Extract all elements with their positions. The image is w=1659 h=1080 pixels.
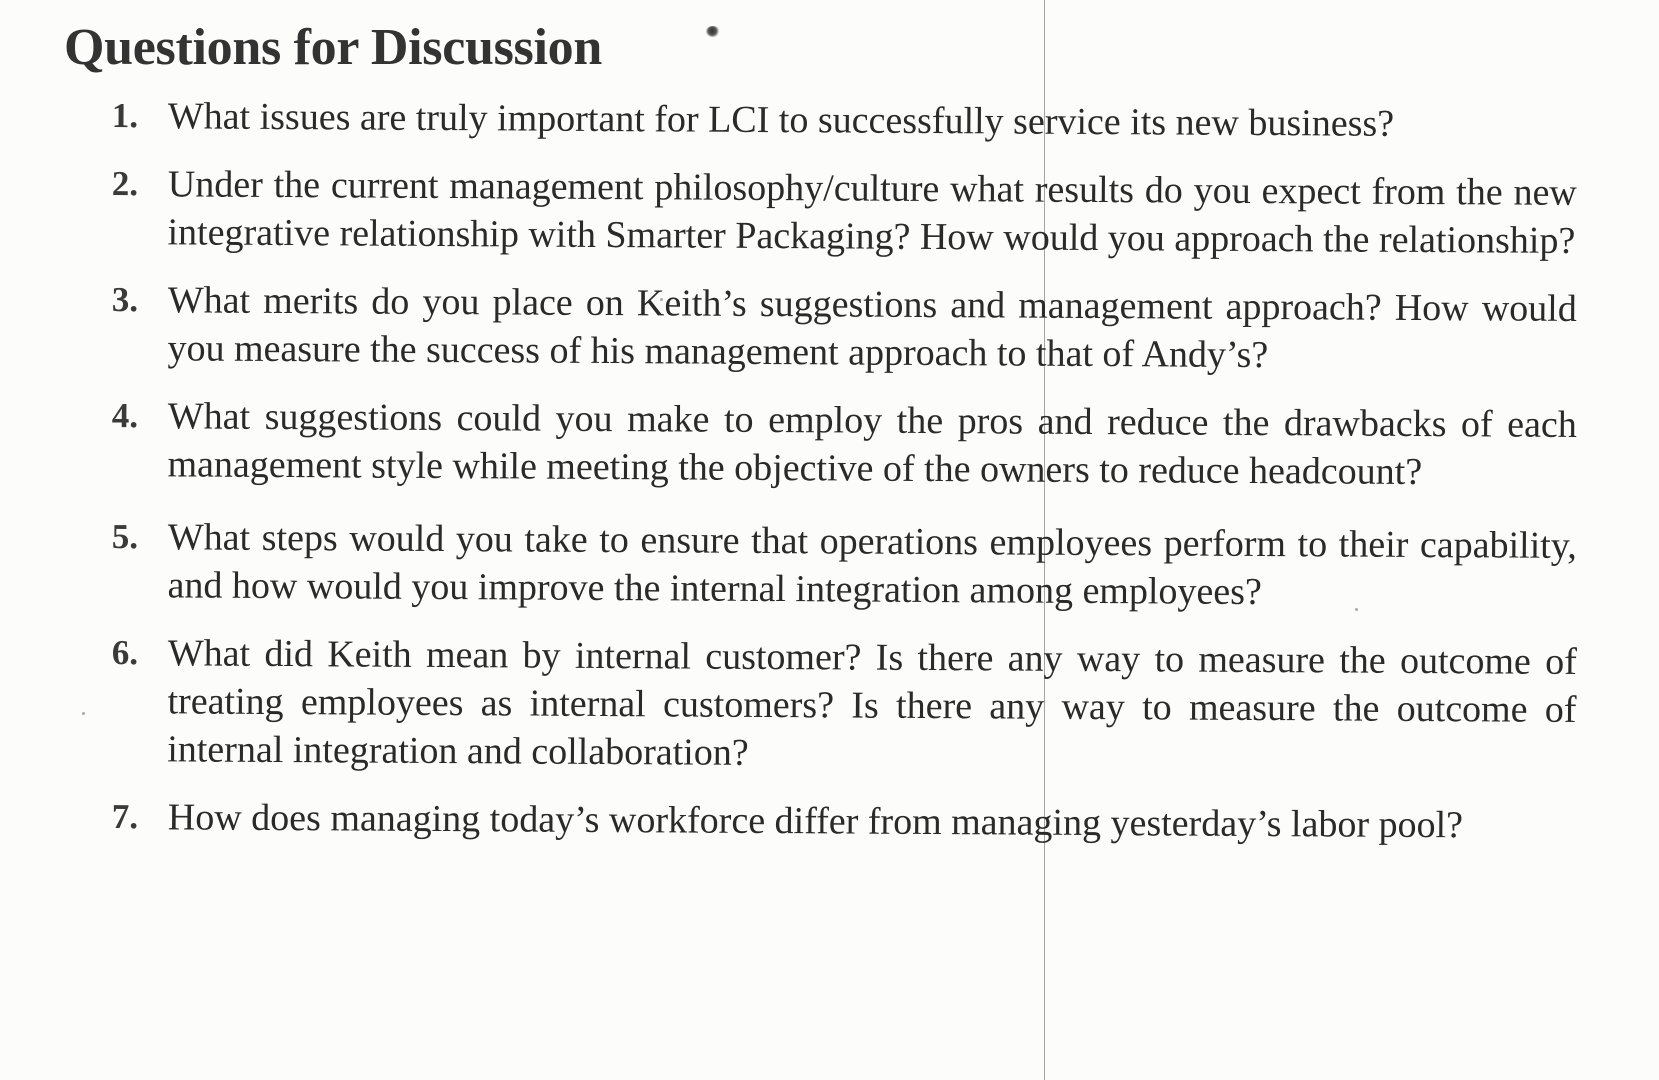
question-number: 5. [111, 516, 139, 557]
question-item [111, 513, 1577, 618]
question-text: What did Keith mean by internal customer? Is there any way to measure the outcome of treating employees as internal customers? Is there any way to measure the outcome of internal integration and collaboration? [167, 632, 1577, 774]
question-item [111, 629, 1577, 782]
question-number: 7. [111, 796, 139, 837]
question-text: What issues are truly important for LCI to successfully service its new business? [167, 95, 1395, 145]
questions-list [111, 92, 1577, 847]
question-text: What suggestions could you make to employ the pros and reduce the drawbacks of each management style while meeting the objective of the owners to reduce headcount? [167, 395, 1577, 494]
question-item [112, 793, 1577, 850]
ink-speck [706, 26, 720, 37]
scan-dot [82, 712, 85, 715]
question-item [111, 276, 1577, 381]
question-number: 3. [111, 279, 139, 320]
question-text: What steps would you take to ensure that operations employees perform to their capability, and how would you improve the internal integration among employees? [167, 516, 1577, 614]
question-text: What merits do you place on Keith’s suggestions and management approach? How would you measure the success of his management approach to that of Andy’s? [167, 279, 1577, 377]
question-item [112, 92, 1577, 149]
question-item [111, 392, 1577, 497]
question-number: 2. [111, 163, 139, 204]
question-item [111, 160, 1577, 265]
question-text: How does managing today’s workforce differ from managing yesterday’s labor pool? [167, 796, 1464, 847]
question-number: 1. [111, 95, 139, 136]
question-number: 6. [111, 632, 139, 673]
question-text: Under the current management philosophy/culture what results do you expect from the new integrative relationship with Smarter Packaging? How would you approach the relationship? [167, 163, 1577, 262]
page-title: Questions for Discussion [64, 19, 602, 76]
question-number: 4. [111, 395, 139, 436]
